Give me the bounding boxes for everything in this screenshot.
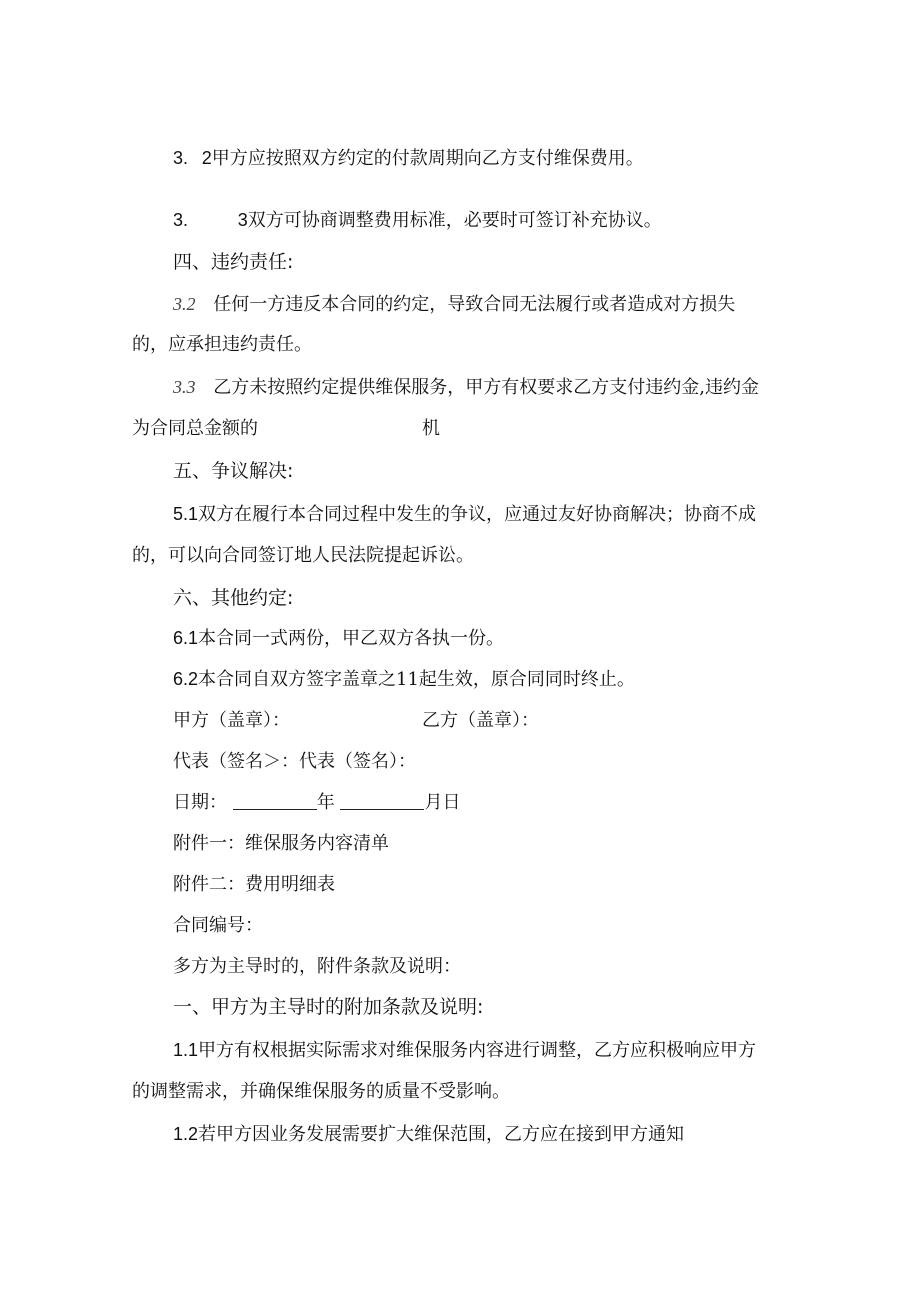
multi-party-note: 多方为主导时的，附件条款及说明： [173, 956, 461, 977]
date-label: 日期： [173, 792, 227, 813]
clause-number: 6.2 [173, 669, 199, 689]
section-6-heading: 六、其他约定: [173, 587, 294, 609]
section-a-heading: 一、甲方为主导时的附加条款及说明: [173, 996, 484, 1018]
clause-text: 任何一方违反本合同的约定，导致合同无法履行或者造成对方损失 [213, 294, 736, 315]
clause-3-3 [173, 208, 662, 233]
clause-text: 甲方应按照双方约定的付款周期向乙方支付维保费用。 [211, 148, 644, 169]
year-blank [233, 791, 317, 810]
clause-subnumber: 3 [237, 210, 248, 230]
attachment-2: 附件二：费用明细表 [173, 874, 335, 895]
clause-4-1-line1 [173, 292, 735, 317]
clause-3-2 [173, 146, 644, 171]
clause-6-2 [173, 667, 635, 692]
section-5-heading: 五、争议解决: [173, 460, 294, 482]
clause-number: 1.1 [173, 1040, 199, 1060]
clause-text: 本合同一式两份，甲乙双方各执一份。 [198, 628, 505, 649]
clause-a-1-1-line1 [173, 1038, 756, 1063]
attachment-1: 附件一：维保服务内容清单 [173, 833, 389, 854]
date-line [173, 791, 460, 815]
clause-number: 3. [173, 148, 189, 168]
contract-number-label: 合同编号： [173, 915, 263, 936]
clause-5-1-line1 [173, 502, 756, 527]
clause-text: 双方在履行本合同过程中发生的争议，应通过友好协商解决；协商不成 [198, 504, 757, 525]
clause-4-2-line2: 为合同总金额的 [132, 418, 258, 439]
clause-subnumber: 2 [201, 148, 212, 168]
clause-text: 若甲方因业务发展需要扩大维保范围，乙方应在接到甲方通知 [198, 1124, 685, 1145]
clause-number: 3.3 [173, 377, 196, 397]
clause-6-1 [173, 626, 504, 651]
clause-number: 6.1 [173, 628, 199, 648]
section-4-heading: 四、违约责任: [173, 251, 294, 273]
representatives-signature-label: 代表（签名＞：代表（签名）： [173, 751, 416, 772]
clause-number: 5.1 [173, 504, 199, 524]
year-label: 年 [316, 792, 335, 813]
clause-text: 乙方未按照约定提供维保服务，甲方有权要求乙方支付违约金,违约金 [213, 377, 759, 398]
clause-a-1-2-line1 [173, 1122, 684, 1147]
party-b-seal-label: 乙方（盖章）： [422, 710, 539, 731]
clause-a-1-1-line2: 的调整需求，并确保维保服务的质量不受影响。 [132, 1081, 510, 1102]
clause-number: 1.2 [173, 1124, 199, 1144]
clause-text: 双方可协商调整费用标准，必要时可签订补充协议。 [247, 210, 662, 231]
party-a-seal-label: 甲方（盖章）： [173, 710, 290, 731]
clause-text: 甲方有权根据实际需求对维保服务内容进行调整，乙方应积极响应甲方 [198, 1040, 757, 1061]
clause-text: 本合同自双方签字盖章之11起生效，原合同同时终止。 [198, 669, 635, 690]
month-blank [340, 791, 424, 810]
clause-5-1-line2: 的，可以向合同签订地人民法院提起诉讼。 [132, 545, 474, 566]
clause-4-1-line2: 的，应承担违约责任。 [132, 334, 312, 355]
month-day-label: 月日 [424, 792, 461, 813]
clause-number: 3. [173, 210, 189, 230]
clause-4-2-line1 [173, 375, 759, 400]
clause-number: 3.2 [173, 294, 196, 314]
clause-4-2-tail: 机 [422, 418, 440, 439]
